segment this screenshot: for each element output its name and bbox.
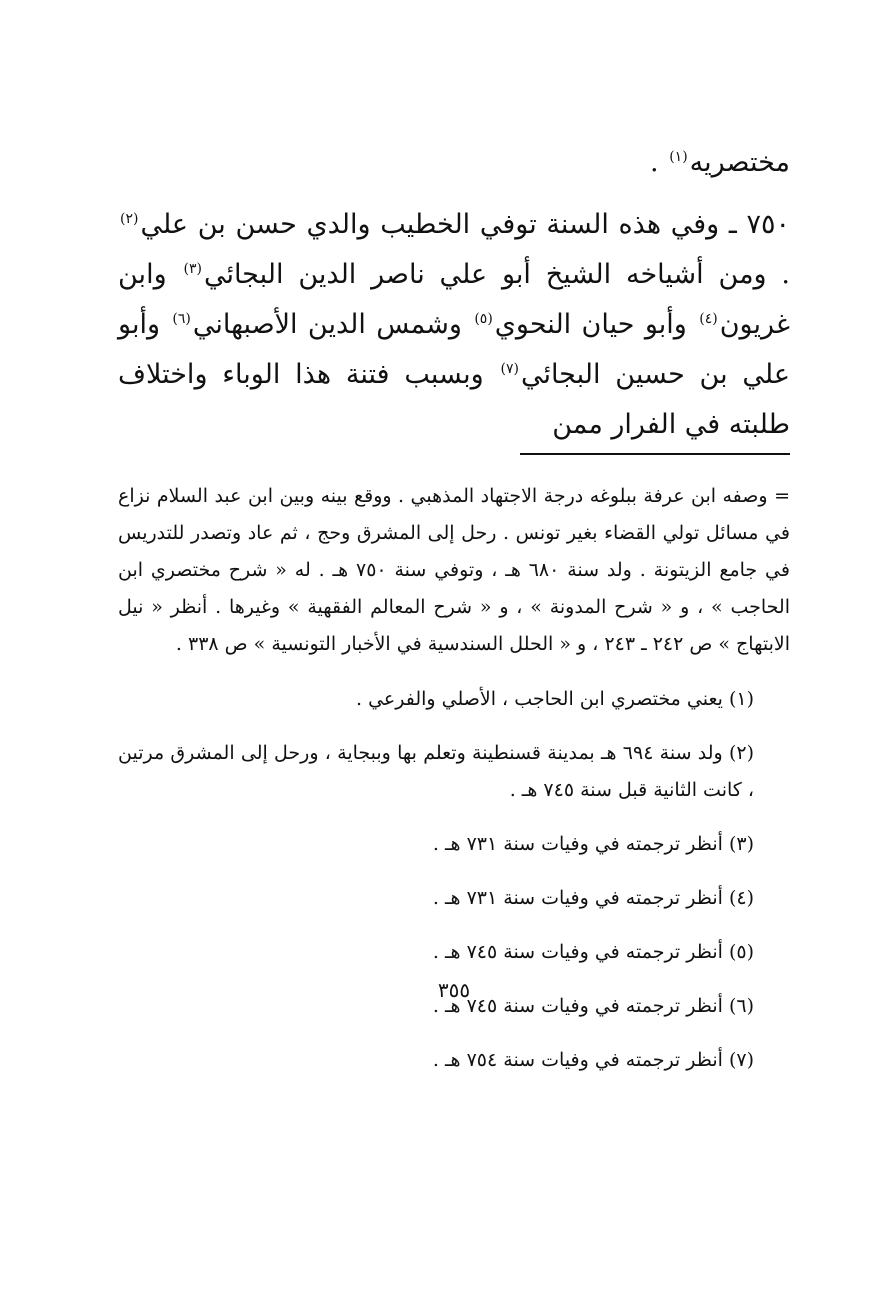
main-text-span: مختصريه <box>689 147 790 178</box>
footnotes <box>118 478 790 1096</box>
main-text <box>118 138 790 450</box>
footnote-3: (٣) أنظر ترجمته في وفيات سنة ٧٣١ هـ . <box>432 833 754 855</box>
footnote-6: (٦) أنظر ترجمته في وفيات سنة ٧٤٥ هـ . <box>432 995 754 1017</box>
main-text-span: وشمس الدين الأصبهاني <box>192 309 473 340</box>
main-paragraph-2 <box>118 200 790 450</box>
main-text-span: وأبو حيان النحوي <box>494 309 698 340</box>
main-text-span: وبسبب فتنة هذا الوباء واختلاف طلبته في الفرار ممن <box>118 359 790 440</box>
footnote-4: (٤) أنظر ترجمته في وفيات سنة ٧٣١ هـ . <box>432 887 754 909</box>
footnote-ref-7: (٧) <box>500 361 519 377</box>
main-text-span: وابن غريون <box>118 259 790 340</box>
footnote-2: (٢) ولد سنة ٦٩٤ هـ بمدينة قسنطينة وتعلم بها وببجاية ، ورحل إلى المشرق مرتين ، كانت الثانية قبل سنة ٧٤٥ هـ . <box>118 742 754 801</box>
footnote-continued: = وصفه ابن عرفة ببلوغه درجة الاجتهاد المذهبي . ووقع بينه وبين ابن عبد السلام نزاع في مسائل تولي القضاء بغير تونس . رحل إلى المشرق وحج ، ثم عاد وتصدر للتدريس في جامع الزيتونة . ولد سنة ٦٨٠ هـ ، وتوفي سنة ٧٥٠ هـ . له « شرح مختصري ابن الحاجب » ، و « شرح المدونة » ، و « شرح المعالم الفقهية » وغيرها . أنظر « نيل الابتهاج » ص ٢٤٢ ـ ٢٤٣ ، و « الحلل السندسية في الأخبار التونسية » ص ٣٣٨ . <box>118 485 790 655</box>
main-text-span: . <box>650 147 668 178</box>
main-text-span: ٧٥٠ ـ وفي هذه السنة توفي الخطيب والدي حسن بن علي <box>140 209 790 240</box>
footnote-ref-6: (٦) <box>172 311 191 327</box>
footnote-ref-2: (٢) <box>120 211 139 227</box>
footnote-5: (٥) أنظر ترجمته في وفيات سنة ٧٤٥ هـ . <box>432 941 754 963</box>
main-text-span: . ومن أشياخه الشيخ أبو علي ناصر الدين البجائي <box>203 259 791 290</box>
footnote-ref-3: (٣) <box>183 261 202 277</box>
page-content <box>118 128 790 1208</box>
footnote-ref-1: (١) <box>669 149 688 165</box>
footnote-1: (١) يعني مختصري ابن الحاجب ، الأصلي والفرعي . <box>355 688 754 710</box>
main-text-span: وأبو علي بن حسين البجائي <box>118 309 790 390</box>
main-paragraph-1 <box>118 138 790 188</box>
page-number: ٣٥٥ <box>437 978 471 1002</box>
footnote-separator <box>520 453 790 455</box>
footnote-ref-5: (٥) <box>474 311 493 327</box>
footnote-7: (٧) أنظر ترجمته في وفيات سنة ٧٥٤ هـ . <box>432 1049 754 1071</box>
footnote-ref-4: (٤) <box>699 311 718 327</box>
